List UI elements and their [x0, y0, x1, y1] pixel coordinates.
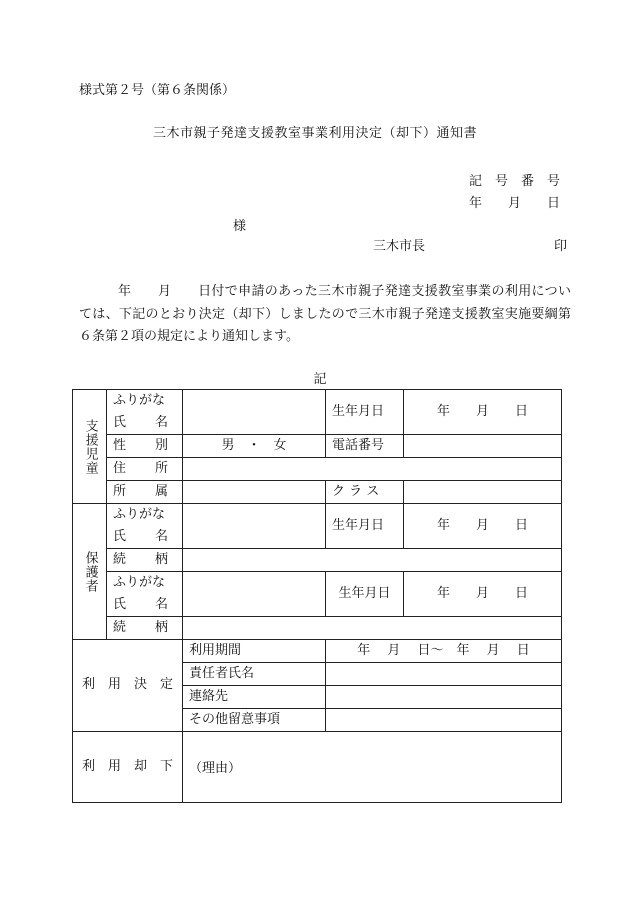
child-address-label: 住 所 [107, 458, 183, 481]
table-row [73, 504, 562, 549]
period-label: 利用期間 [183, 640, 326, 663]
contact-label: 連絡先 [183, 686, 326, 709]
child-affiliation-label: 所 属 [107, 481, 183, 504]
form-number: 様式第２号（第６条関係） [79, 83, 236, 98]
furigana-label: ふりがな [113, 507, 166, 522]
child-sex-label: 性 別 [107, 435, 183, 458]
notice-body [79, 281, 571, 349]
child-affiliation-field[interactable] [183, 481, 326, 504]
guardian-relation-label: 続 柄 [107, 549, 183, 572]
guardian2-name-field[interactable] [183, 572, 326, 617]
guardian2-name-label [107, 572, 183, 617]
guardian-name-label [107, 504, 183, 549]
seal-mark: 印 [554, 239, 568, 254]
child-phone-field[interactable] [404, 435, 562, 458]
table-row [73, 640, 562, 663]
child-address-field[interactable] [183, 458, 562, 481]
table-row [73, 549, 562, 572]
name-label: 氏 名 [113, 597, 168, 612]
name-label: 氏 名 [113, 415, 168, 430]
furigana-label: ふりがな [113, 575, 166, 590]
section-decision: 利 用 決 定 [73, 640, 183, 732]
child-phone-label: 電話番号 [326, 435, 404, 458]
reason-field[interactable] [183, 732, 562, 803]
table-row [73, 458, 562, 481]
name-label: 氏 名 [113, 529, 168, 544]
child-class-field[interactable] [404, 481, 562, 504]
form-table [72, 389, 562, 803]
ki-heading: 記 [313, 372, 327, 387]
guardian-dob-label: 生年月日 [326, 504, 404, 549]
guardian2-dob-label: 生年月日 [326, 572, 404, 617]
notice-paragraph: 年 月 日付で申請のあった三木市親子発達支援教室事業の利用については、下記のとおり決定（却下）しましたので三木市親子発達支援教室実施要綱第６条第２項の規定により通知します。 [79, 284, 571, 344]
furigana-label: ふりがな [113, 393, 166, 408]
document-date: 年 月 日 [469, 196, 561, 211]
table-row [73, 732, 562, 803]
table-row [73, 572, 562, 617]
notes-field[interactable] [326, 709, 562, 732]
table-row [73, 390, 562, 435]
table-row [73, 481, 562, 504]
guardian2-relation-field[interactable] [183, 617, 562, 640]
manager-label: 責任者氏名 [183, 663, 326, 686]
section-guardian: 保護者 [73, 504, 107, 640]
recipient-honorific: 様 [233, 219, 247, 234]
section-child: 支援児童 [73, 390, 107, 504]
child-sex-field[interactable]: 男 ・ 女 [183, 435, 326, 458]
notes-label: その他留意事項 [183, 709, 326, 732]
child-name-label [107, 390, 183, 435]
document-number: 記 号 番 号 [469, 174, 561, 189]
guardian-name-field[interactable] [183, 504, 326, 549]
table-row [73, 435, 562, 458]
child-dob-label: 生年月日 [326, 390, 404, 435]
guardian2-dob-field[interactable]: 年 月 日 [404, 572, 562, 617]
period-field[interactable]: 年 月 日～ 年 月 日 [326, 640, 562, 663]
child-name-field[interactable] [183, 390, 326, 435]
section-rejection: 利 用 却 下 [73, 732, 183, 803]
guardian-relation-field[interactable] [183, 549, 562, 572]
manager-field[interactable] [326, 663, 562, 686]
issuer-name: 三木市長 [373, 239, 426, 254]
guardian-dob-field[interactable]: 年 月 日 [404, 504, 562, 549]
child-class-label: ク ラ ス [326, 481, 404, 504]
guardian2-relation-label: 続 柄 [107, 617, 183, 640]
reason-label: （理由） [189, 760, 242, 776]
document-title: 三木市親子発達支援教室事業利用決定（却下）通知書 [152, 126, 477, 141]
child-dob-field[interactable]: 年 月 日 [404, 390, 562, 435]
table-row [73, 617, 562, 640]
contact-field[interactable] [326, 686, 562, 709]
